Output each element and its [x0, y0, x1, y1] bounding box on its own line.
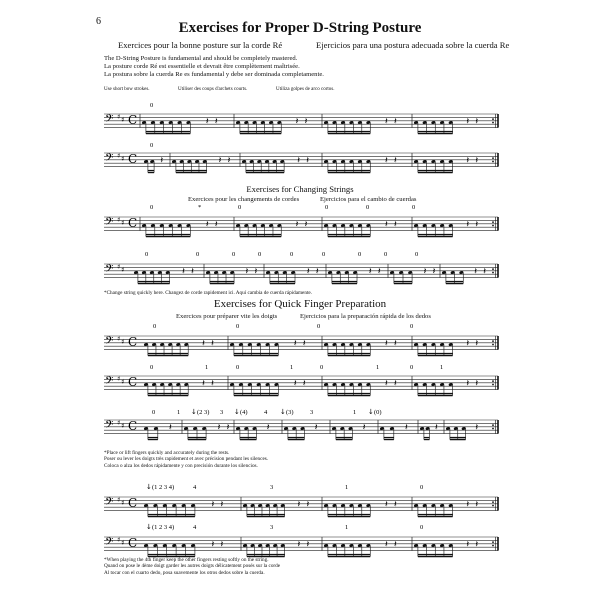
rest-symbol: 𝄽 [385, 156, 388, 166]
rest-symbol: 𝄽 [169, 423, 172, 433]
footnote2-line-fr: Quand on pose le 4ème doigt garder les autres doigts délicatement posés sur la corde [104, 563, 281, 570]
rest-symbol: 𝄽 [293, 339, 297, 349]
fingering-number: 0 [410, 323, 414, 330]
rest-symbol: 𝄽 [394, 220, 397, 230]
fingering-number: 3 [220, 409, 224, 416]
common-time-symbol: C [128, 536, 138, 550]
sharp-icon: ♯ [121, 338, 125, 346]
fingering-number: 1 [345, 484, 349, 491]
rest-symbol: 𝄽 [423, 267, 427, 277]
footnote-change-string: *Change string quickly here. Changez de corde rapidement ici. Aquí cambia de cuerda rápidamente. [104, 290, 312, 296]
fingering-number: 4 [193, 484, 197, 491]
rest-symbol: 𝄽 [297, 540, 301, 550]
rest-symbol: 𝄽 [368, 267, 372, 277]
rest-symbol: 𝄽 [394, 500, 397, 510]
sharp-icon: ♯ [117, 419, 121, 427]
subtitle-spanish: Ejercicios para una postura adecuada sobre la cuerda Re [316, 40, 510, 50]
rest-symbol: 𝄽 [385, 540, 388, 550]
bass-clef-icon: 𝄢 [105, 496, 114, 511]
fingering-number: (0) [374, 409, 382, 416]
rest-symbol: 𝄽 [302, 379, 306, 389]
down-arrow-icon: ↓ [368, 408, 374, 416]
rest-symbol: 𝄽 [385, 339, 388, 349]
fingering-number: 0 [238, 204, 242, 211]
rest-symbol: 𝄽 [474, 267, 478, 277]
rest-symbol: 𝄽 [245, 267, 249, 277]
fingering-number: 0 [258, 251, 262, 258]
fingering-number: 4 [193, 524, 197, 531]
fingering-number: 0 [410, 364, 414, 371]
page-title: Exercises for Proper D-String Posture [178, 20, 422, 36]
rest-symbol: 𝄽 [202, 339, 205, 349]
bass-clef-icon: 𝄢 [105, 375, 114, 390]
footnote2-line-en: *When playing the 4th finger keep the other fingers resting softly on the string. [104, 557, 269, 563]
rest-symbol: 𝄽 [483, 267, 487, 277]
common-time-symbol: C [128, 496, 138, 510]
fingering-number: 0 [412, 204, 416, 211]
rest-symbol: 𝄽 [475, 423, 479, 433]
rest-symbol: 𝄽 [295, 117, 299, 127]
fingering-number: 3 [270, 524, 274, 531]
fingering-number: 0 [384, 251, 388, 258]
rest-symbol: 𝄽 [434, 423, 438, 433]
fingering-number: 0 [150, 102, 154, 109]
rest-symbol: 𝄽 [385, 220, 388, 230]
fingering-number: 1 [205, 364, 209, 371]
sharp-icon: ♯ [121, 499, 125, 507]
bass-clef-icon: 𝄢 [105, 152, 114, 167]
rest-symbol: 𝄽 [475, 220, 479, 230]
rest-symbol: 𝄽 [377, 267, 381, 277]
rest-symbol: 𝄽 [385, 379, 388, 389]
intro-line-fr: La posture corde Ré est essentielle et devrait être complètement maîtrisée. [104, 63, 300, 70]
rest-symbol: 𝄽 [182, 267, 185, 277]
fingering-number: (1 2 3 4) [152, 484, 175, 491]
intro-line-es: La postura sobre la cuerda Re es fundamental y debe ser dominada completamente. [104, 71, 324, 78]
sharp-icon: ♯ [117, 536, 121, 544]
fingering-number: 0 [236, 364, 240, 371]
common-time-symbol: C [128, 216, 138, 230]
rest-symbol: 𝄽 [295, 220, 299, 230]
fingering-number: 1 [376, 364, 380, 371]
rest-symbol: 𝄽 [302, 339, 306, 349]
rest-symbol: 𝄽 [220, 500, 224, 510]
sharp-icon: ♯ [121, 422, 125, 430]
fingering-number: 0 [320, 364, 324, 371]
rest-symbol: 𝄽 [293, 379, 297, 389]
rest-symbol: 𝄽 [211, 379, 214, 389]
rest-symbol: 𝄽 [475, 379, 479, 389]
fingering-number: 0 [150, 364, 154, 371]
rest-symbol: 𝄽 [254, 267, 258, 277]
section-title-changing-strings: Exercises for Changing Strings [246, 184, 354, 194]
fingering-number: 4 [264, 409, 268, 416]
fingering-number: 1 [177, 409, 181, 416]
sharp-icon: ♯ [121, 155, 125, 163]
rest-symbol: 𝄽 [394, 339, 397, 349]
down-arrow-icon: ↓ [146, 483, 152, 491]
rest-symbol: 𝄽 [218, 156, 222, 166]
rest-symbol: 𝄽 [191, 267, 194, 277]
common-time-symbol: C [128, 113, 138, 127]
rest-symbol: 𝄽 [205, 117, 209, 127]
bass-clef-icon: 𝄢 [105, 536, 114, 551]
common-time-symbol: C [128, 419, 138, 433]
fingering-number: 0 [317, 323, 321, 330]
bass-clef-icon: 𝄢 [105, 419, 114, 434]
rest-symbol: 𝄽 [466, 220, 470, 230]
rest-symbol: 𝄽 [385, 117, 388, 127]
sharp-icon: ♯ [121, 266, 125, 274]
bass-clef-icon: 𝄢 [105, 335, 114, 350]
fingering-number: 1 [345, 524, 349, 531]
sharp-icon: ♯ [117, 335, 121, 343]
rest-symbol: 𝄽 [315, 267, 319, 277]
fingering-number: 0 [322, 251, 326, 258]
fingering-number: (4) [240, 409, 248, 416]
rest-symbol: 𝄽 [394, 156, 397, 166]
common-time-symbol: C [128, 152, 138, 166]
bow-instruction-fr: Utiliser des coups d'archets courts. [178, 87, 248, 92]
common-time-symbol: C [128, 335, 138, 349]
sharp-icon: ♯ [117, 375, 121, 383]
footnote-line-fr: Poser ou lever les doigts très rapidement et avec précision pendant les silences. [104, 456, 269, 463]
fingering-number: 0 [145, 251, 149, 258]
sharp-icon: ♯ [117, 263, 121, 271]
rest-symbol: 𝄽 [202, 379, 205, 389]
sharp-icon: ♯ [117, 496, 121, 504]
repeat-dot [492, 545, 494, 547]
fingering-number: 0 [415, 251, 419, 258]
subtitle-french: Exercices pour la bonne posture sur la corde Ré [118, 40, 283, 50]
fingering-number: 0 [290, 251, 294, 258]
fingering-number: (2 3) [197, 409, 210, 416]
rest-symbol: 𝄽 [466, 117, 470, 127]
fingering-number: 1 [440, 364, 444, 371]
common-time-symbol: C [128, 375, 138, 389]
section-subtitle-quick-es: Ejercicios para la preparación rápida de los dedos [300, 313, 431, 320]
rest-symbol: 𝄽 [304, 117, 308, 127]
fingering-number: (3) [286, 409, 294, 416]
fingering-number: 0 [236, 323, 240, 330]
fingering-number: 0 [153, 323, 157, 330]
rest-symbol: 𝄽 [394, 540, 397, 550]
rest-symbol: 𝄽 [405, 423, 408, 433]
fingering-number: 3 [270, 484, 274, 491]
down-arrow-icon: ↓ [191, 408, 197, 416]
page-number: 6 [96, 16, 101, 27]
fingering-number: 1 [290, 364, 294, 371]
bass-clef-icon: 𝄢 [105, 263, 114, 278]
section-subtitle-quick-fr: Exercices pour préparer vite les doigts [176, 313, 278, 320]
fingering-number: 0 [150, 142, 154, 149]
rest-symbol: 𝄽 [220, 540, 224, 550]
rest-symbol: 𝄽 [475, 339, 479, 349]
rest-symbol: 𝄽 [394, 379, 397, 389]
down-arrow-icon: ↓ [146, 523, 152, 531]
fingering-number: 0 [366, 204, 370, 211]
sharp-icon: ♯ [121, 116, 125, 124]
rest-symbol: 𝄽 [214, 117, 218, 127]
intro-line-en: The D-String Posture is fundamental and should be completely mastered. [104, 55, 298, 62]
fingering-number: 0 [196, 251, 200, 258]
rest-symbol: 𝄽 [314, 423, 318, 433]
fingering-number: 0 [325, 204, 329, 211]
rest-symbol: 𝄽 [394, 117, 397, 127]
rest-symbol: 𝄽 [297, 156, 301, 166]
bow-instruction-en: Use short bow strokes. [104, 87, 150, 92]
rest-symbol: 𝄽 [306, 267, 310, 277]
fingering-number: 3 [310, 409, 314, 416]
rest-symbol: 𝄽 [304, 220, 308, 230]
rest-symbol: 𝄽 [297, 500, 301, 510]
sharp-icon: ♯ [117, 113, 121, 121]
fingering-number: (1 2 3 4) [152, 524, 175, 531]
sharp-icon: ♯ [117, 216, 121, 224]
rest-symbol: 𝄽 [306, 156, 310, 166]
rest-symbol: 𝄽 [466, 339, 470, 349]
rest-symbol: 𝄽 [432, 267, 436, 277]
sharp-icon: ♯ [121, 219, 125, 227]
rest-symbol: 𝄽 [211, 500, 215, 510]
rest-symbol: 𝄽 [466, 540, 470, 550]
repeat-dot [492, 541, 494, 543]
rest-symbol: 𝄽 [205, 220, 209, 230]
down-arrow-icon: ↓ [280, 408, 286, 416]
rest-symbol: 𝄽 [362, 423, 366, 433]
fingering-number: * [198, 204, 202, 211]
fingering-number: 0 [420, 524, 424, 531]
rest-symbol: 𝄽 [466, 379, 470, 389]
rest-symbol: 𝄽 [385, 500, 388, 510]
rest-symbol: 𝄽 [306, 500, 310, 510]
bass-clef-icon: 𝄢 [105, 113, 114, 128]
rest-symbol: 𝄽 [227, 156, 231, 166]
sharp-icon: ♯ [117, 152, 121, 160]
rest-symbol: 𝄽 [475, 540, 479, 550]
rest-symbol: 𝄽 [211, 339, 214, 349]
rest-symbol: 𝄽 [306, 540, 310, 550]
rest-symbol: 𝄽 [217, 423, 221, 433]
fingering-number: 0 [150, 204, 154, 211]
footnote-line-en: *Place or lift fingers quickly and accurately during the rests. [104, 450, 230, 456]
footnote-line-es: Coloca o alza los dedos rápidamente y con precisión durante los silencios. [104, 462, 258, 469]
section-title-quick-finger: Exercises for Quick Finger Preparation [213, 298, 387, 310]
footnote2-line-es: Al tocar con el cuarto dedo, posa suavemente los otros dedos sobre la cuerda. [104, 569, 265, 576]
rest-symbol: 𝄽 [214, 220, 218, 230]
fingering-number: 0 [232, 251, 236, 258]
rest-symbol: 𝄽 [226, 423, 230, 433]
down-arrow-icon: ↓ [234, 408, 240, 416]
section-subtitle-changing-fr: Exercices pour les changements de cordes [188, 196, 300, 203]
rest-symbol: 𝄽 [475, 117, 479, 127]
rest-symbol: 𝄽 [466, 500, 470, 510]
rest-symbol: 𝄽 [211, 540, 215, 550]
sharp-icon: ♯ [121, 539, 125, 547]
bow-instruction-es: Utiliza golpes de arco cortos. [276, 87, 335, 92]
rest-symbol: 𝄽 [266, 423, 270, 433]
section-subtitle-changing-es: Ejercicios para el cambio de cuerdas [320, 196, 417, 203]
rest-symbol: 𝄽 [475, 156, 479, 166]
rest-symbol: 𝄽 [466, 156, 470, 166]
fingering-number: 0 [358, 251, 362, 258]
rest-symbol: 𝄽 [475, 500, 479, 510]
fingering-number: 1 [353, 409, 357, 416]
sharp-icon: ♯ [121, 378, 125, 386]
fingering-number: 0 [420, 484, 424, 491]
fingering-number: 0 [152, 409, 156, 416]
bass-clef-icon: 𝄢 [105, 216, 114, 231]
rest-symbol: 𝄽 [160, 156, 164, 166]
